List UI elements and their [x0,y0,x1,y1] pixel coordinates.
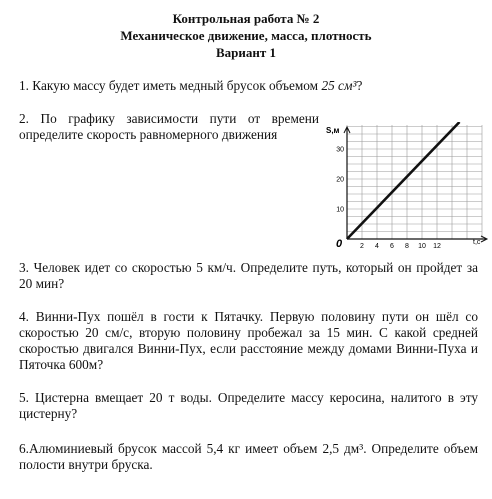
y-axis-label: S,м [326,126,340,135]
question-2: 2. По графику зависимости пути от времени определите скорость равномерного движения [19,111,319,142]
x-tick-label: 10 [418,243,426,250]
y-tick-label: 30 [336,146,344,154]
series-line [347,122,460,239]
x-tick-label: 4 [375,243,379,250]
question-1-unit: 25 см³ [321,78,357,93]
y-tick-label: 10 [336,206,344,214]
distance-time-chart [320,122,490,250]
question-1-end: ? [356,78,363,93]
x-tick-label: 2 [360,243,364,250]
page-subtitle: Механическое движение, масса, плотность [120,28,372,43]
x-tick-label: 12 [433,243,441,250]
chart-axes [344,127,487,242]
question-6: 6.Алюминиевый брусок массой 5,4 кг имеет объем 2,5 дм³. Определите объем полости внутри бруска. [19,441,478,472]
question-4: 4. Винни-Пух пошёл в гости к Пятачку. Первую половину пути он шёл со скоростью 20 см/с, вторую половину пробежал за 15 мин. С какой средней скоростью двигался Винни-Пух, если расстояние между домами Винни-Пуха и Пяточка 600м? [19,309,478,372]
question-1 [19,78,478,94]
x-axis-label: t,c [473,239,481,246]
page-title: Контрольная работа № 2 [172,11,320,26]
question-1-text: 1. Какую массу будет иметь медный брусок объемом [19,78,322,93]
variant-label: Вариант 1 [215,45,277,60]
chart-grid [347,125,482,239]
question-3: 3. Человек идет со скоростью 5 км/ч. Определите путь, который он пройдет за 20 мин? [19,260,478,291]
chart-series [347,122,460,239]
x-tick-label: 6 [390,243,394,250]
origin-label: 0 [336,238,343,250]
question-5: 5. Цистерна вмещает 20 т воды. Определите массу керосина, налитого в эту цистерну? [19,390,478,421]
y-tick-label: 20 [336,176,344,184]
x-tick-label: 8 [405,243,409,250]
